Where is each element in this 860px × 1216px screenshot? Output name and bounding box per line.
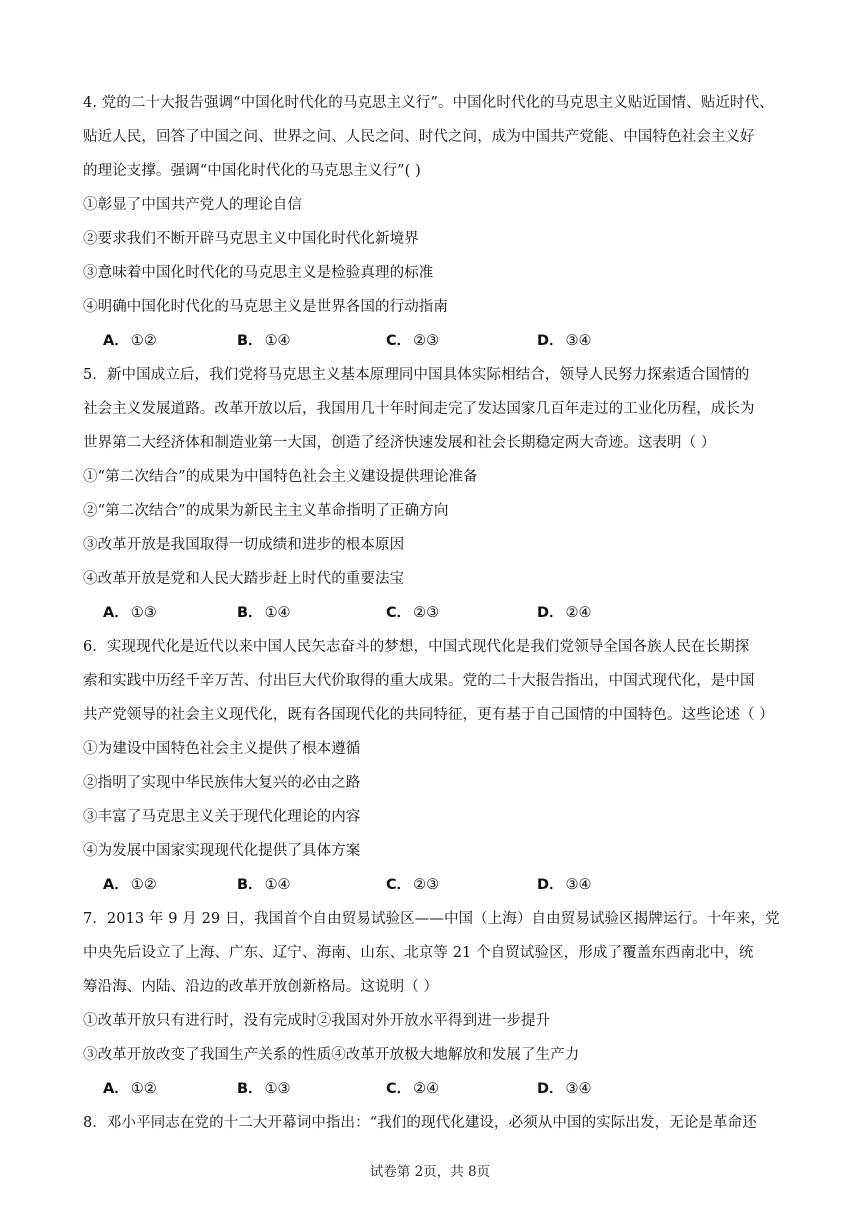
question-text-line: 筹沿海、内陆、沿边的改革开放创新格局。这说明（ ） [83, 979, 439, 995]
question-text-line: ④改革开放是党和人民大踏步赶上时代的重要法宝 [83, 571, 405, 587]
option-letter: A． [103, 1081, 129, 1097]
option-letter: C． [386, 877, 412, 893]
option-text: ①④ [264, 333, 291, 349]
answer-option [237, 596, 386, 630]
question-text-line: 共产党领导的社会主义现代化，既有各国现代化的共同特征，更有基于自己国情的中国特色。这些论述（ ） [83, 707, 774, 723]
option-letter: A． [103, 877, 129, 893]
answer-options [83, 868, 783, 902]
answer-option [386, 596, 537, 630]
option-letter: D． [537, 877, 564, 893]
question-text-line: ③意味着中国化时代化的马克思主义是检验真理的标准 [83, 265, 434, 281]
answer-option [103, 596, 237, 630]
option-letter: B． [237, 877, 263, 893]
answer-option [103, 324, 237, 358]
question-text-line: 索和实践中历经千辛万苦、付出巨大代价取得的重大成果。党的二十大报告指出，中国式现代化，是中国 [83, 673, 755, 689]
option-text: ③④ [565, 333, 592, 349]
question-block [83, 902, 783, 1106]
answer-option [537, 868, 657, 902]
option-text: ②③ [413, 333, 440, 349]
option-text: ②③ [413, 605, 440, 621]
answer-option [103, 1072, 237, 1106]
option-letter: A． [103, 333, 129, 349]
question-block [83, 630, 783, 902]
option-text: ①③ [264, 1081, 291, 1097]
question-text-line: 世界第二大经济体和制造业第一大国，创造了经济快速发展和社会长期稳定两大奇迹。这表明（ ） [83, 435, 716, 451]
option-text: ①② [130, 1081, 157, 1097]
answer-options [83, 596, 783, 630]
option-text: ①③ [130, 605, 157, 621]
question-text-line: 中央先后设立了上海、广东、辽宁、海南、山东、北京等 21 个自贸试验区，形成了覆盖东西南北中，统 [83, 945, 754, 961]
question-text-line: ①彰显了中国共产党人的理论自信 [83, 197, 302, 213]
answer-options [83, 1072, 783, 1106]
question-text-line: ②要求我们不断开辟马克思主义中国化时代化新境界 [83, 231, 419, 247]
option-text: ②④ [565, 605, 592, 621]
answer-option [237, 1072, 386, 1106]
option-letter: A． [103, 605, 129, 621]
option-text: ①② [130, 877, 157, 893]
question-stem-line: 8．邓小平同志在党的十二大开幕词中指出：“我们的现代化建设，必须从中国的实际出发，无论是革命还 [83, 1115, 757, 1131]
answer-option [386, 868, 537, 902]
question-text-line: ②指明了实现中华民族伟大复兴的必由之路 [83, 775, 361, 791]
option-letter: B． [237, 333, 263, 349]
question-block [83, 358, 783, 630]
question-text-line: 社会主义发展道路。改革开放以后，我国用几十年时间走完了发达国家几百年走过的工业化历程，成长为 [83, 401, 755, 417]
option-letter: D． [537, 1081, 564, 1097]
answer-option [537, 596, 657, 630]
answer-option [103, 868, 237, 902]
answer-option [537, 1072, 657, 1106]
question-list [83, 86, 783, 1140]
question-stem-line: 4. 党的二十大报告强调“中国化时代化的马克思主义行”。中国化时代化的马克思主义贴近国情、贴近时代、 [83, 95, 774, 111]
question-text-line: 贴近人民，回答了中国之问、世界之问、人民之问、时代之问，成为中国共产党能、中国特色社会主义好 [83, 129, 755, 145]
question-stem-line: 5．新中国成立后，我们党将马克思主义基本原理同中国具体实际相结合，领导人民努力探索适合国情的 [83, 367, 750, 383]
option-letter: C． [386, 605, 412, 621]
question-text-line: ①为建设中国特色社会主义提供了根本遵循 [83, 741, 361, 757]
option-letter: D． [537, 605, 564, 621]
answer-option [386, 324, 537, 358]
question-text-line: ①改革开放只有进行时，没有完成时②我国对外开放水平得到进一步提升 [83, 1013, 551, 1029]
answer-option [537, 324, 657, 358]
option-text: ①④ [264, 877, 291, 893]
question-text-line: ③丰富了马克思主义关于现代化理论的内容 [83, 809, 361, 825]
option-letter: C． [386, 333, 412, 349]
question-stem-line: 6．实现现代化是近代以来中国人民矢志奋斗的梦想，中国式现代化是我们党领导全国各族人民在长期探 [83, 639, 750, 655]
page-footer: 试卷第 2页，共 8页 [369, 1164, 491, 1180]
question-text-line: ①“第二次结合”的成果为中国特色社会主义建设提供理论准备 [83, 469, 478, 485]
option-text: ①② [130, 333, 157, 349]
option-text: ①④ [264, 605, 291, 621]
question-block [83, 86, 783, 358]
question-text-line: 的理论支撑。强调“中国化时代化的马克思主义行”( ) [83, 163, 421, 179]
question-text-line: ④为发展中国家实现现代化提供了具体方案 [83, 843, 361, 859]
answer-option [237, 324, 386, 358]
answer-option [386, 1072, 537, 1106]
option-text: ③④ [565, 877, 592, 893]
option-letter: B． [237, 605, 263, 621]
answer-options [83, 324, 783, 358]
question-block [83, 1106, 783, 1140]
option-text: ③④ [565, 1081, 592, 1097]
option-text: ②④ [413, 1081, 440, 1097]
option-letter: C． [386, 1081, 412, 1097]
option-letter: D． [537, 333, 564, 349]
question-stem-line: 7．2013 年 9 月 29 日，我国首个自由贸易试验区——中国（上海）自由贸易试验区揭牌运行。十年来，党 [83, 911, 780, 927]
question-text-line: ③改革开放改变了我国生产关系的性质④改革开放极大地解放和发展了生产力 [83, 1047, 580, 1063]
option-text: ②③ [413, 877, 440, 893]
question-text-line: ④明确中国化时代化的马克思主义是世界各国的行动指南 [83, 299, 448, 315]
option-letter: B． [237, 1081, 263, 1097]
question-text-line: ③改革开放是我国取得一切成绩和进步的根本原因 [83, 537, 405, 553]
answer-option [237, 868, 386, 902]
question-text-line: ②“第二次结合”的成果为新民主主义革命指明了正确方向 [83, 503, 449, 519]
